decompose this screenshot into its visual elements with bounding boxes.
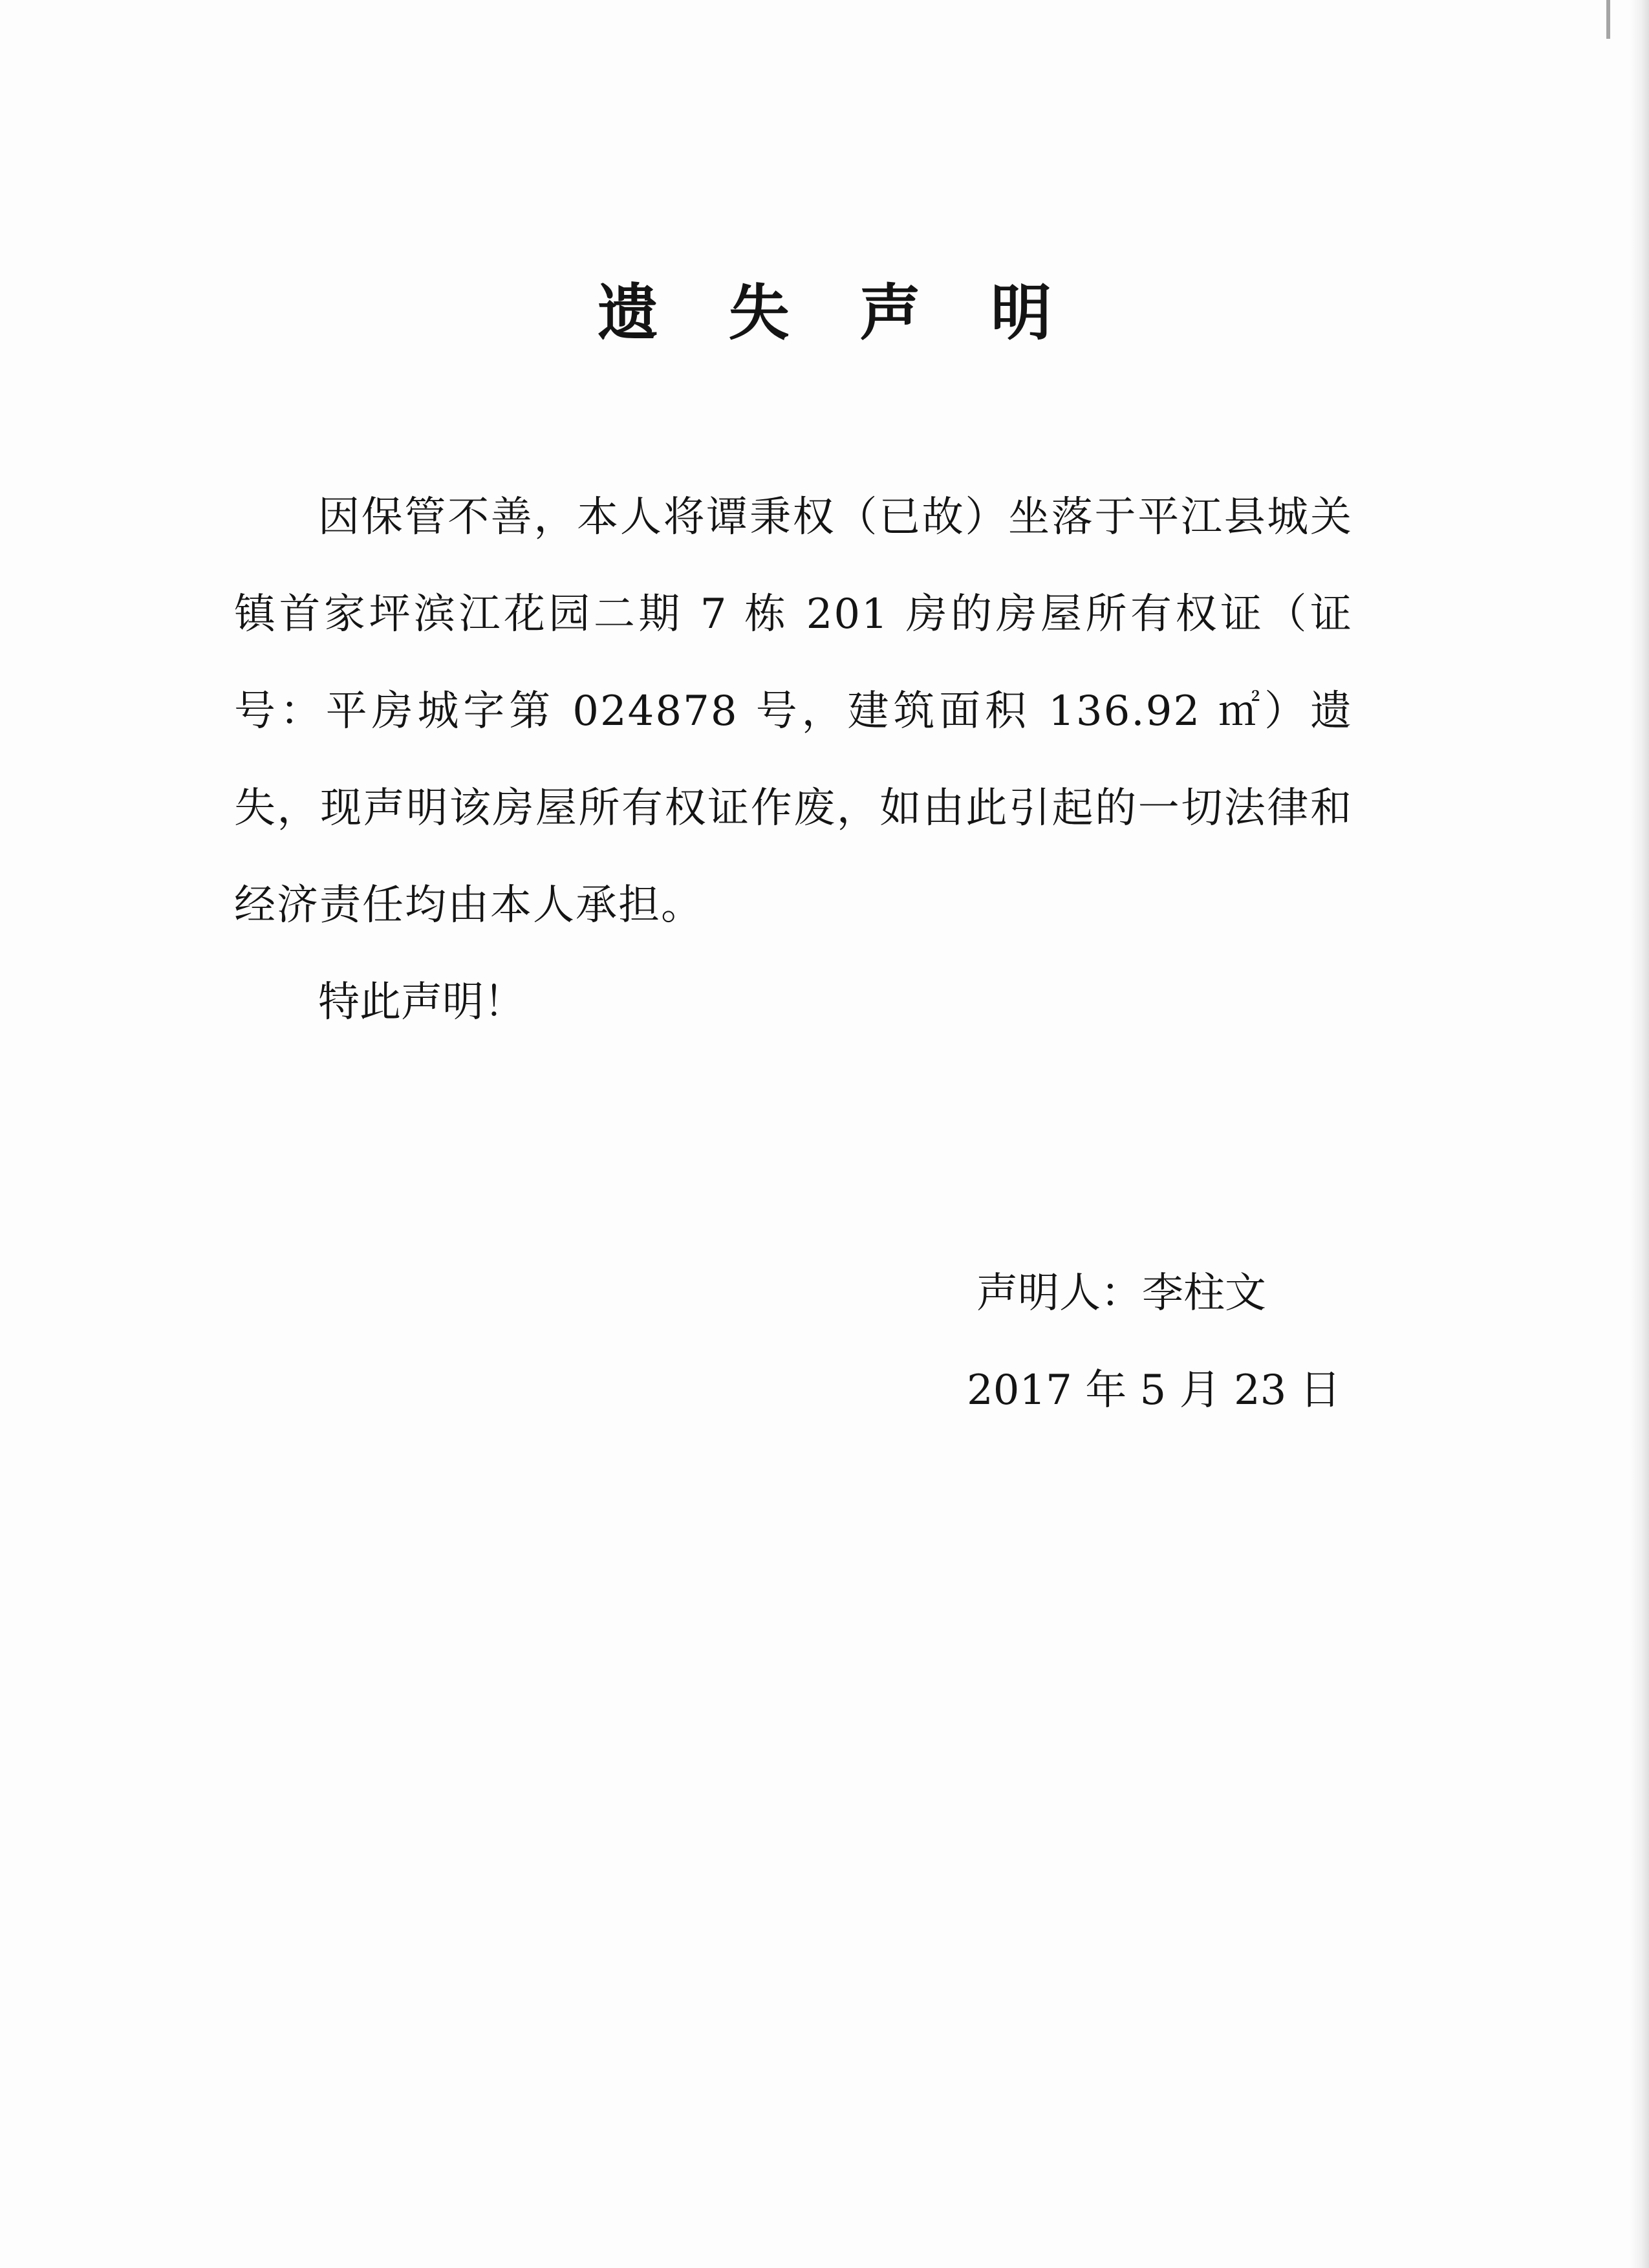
document-body xyxy=(234,469,1353,1051)
date-line: 2017 年 5 月 23 日 xyxy=(967,1366,1341,1414)
scan-mark xyxy=(1606,0,1610,39)
closing-statement: 特此声明！ xyxy=(318,978,525,1026)
document-title: 遗 失 声 明 xyxy=(597,278,1077,349)
body-paragraph: 因保管不善，本人将谭秉权（已故）坐落于平江县城关镇首家坪滨江花园二期 7 栋 201 房的房屋所有权证（证号：平房城字第 024878 号，建筑面积 136.92 ㎡）遗失，现声明该房屋所有权证作废，如由此引起的一切法律和经济责任均由本人承担。 xyxy=(234,493,1353,929)
signature-line: 声明人：李柱文 xyxy=(976,1269,1266,1317)
